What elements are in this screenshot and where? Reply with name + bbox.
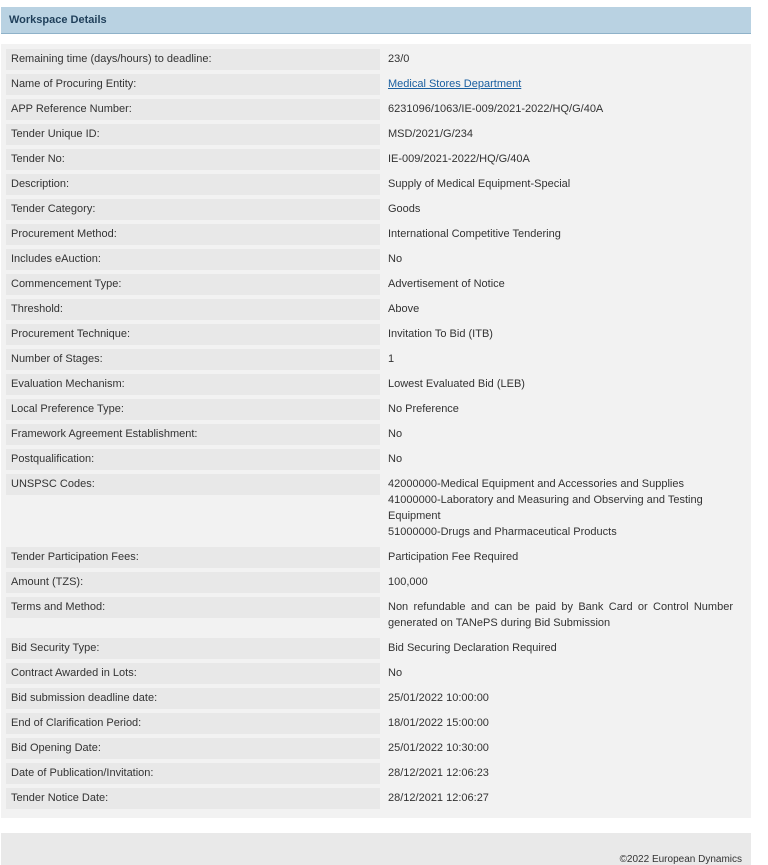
row-value: 18/01/2022 15:00:00 <box>388 717 489 729</box>
row-label: Description: <box>6 174 380 195</box>
row-label: Tender Unique ID: <box>6 124 380 145</box>
unspsc-code: 42000000-Medical Equipment and Accessories and Supplies <box>388 478 684 490</box>
row-label: Terms and Method: <box>6 597 380 618</box>
row-value <box>388 74 733 92</box>
row-label: Date of Publication/Invitation: <box>6 763 380 784</box>
row-label: Commencement Type: <box>6 274 380 295</box>
row-label: Local Preference Type: <box>6 399 380 420</box>
row-label: Procurement Technique: <box>6 324 380 345</box>
row-label: Tender Notice Date: <box>6 788 380 809</box>
unspsc-code: 41000000-Laboratory and Measuring and Observing and Testing Equipment <box>388 494 703 522</box>
row-value: International Competitive Tendering <box>388 228 561 240</box>
row-value: Participation Fee Required <box>388 551 519 563</box>
row-value: No <box>388 453 403 465</box>
row-value: No <box>388 428 403 440</box>
row-value: Supply of Medical Equipment-Special <box>388 178 571 190</box>
row-value: Invitation To Bid (ITB) <box>388 328 493 340</box>
row-label: UNSPSC Codes: <box>6 474 380 495</box>
details-table <box>1 44 751 818</box>
row-value: 25/01/2022 10:00:00 <box>388 692 489 704</box>
row-label: APP Reference Number: <box>6 99 380 120</box>
row-value: No <box>388 253 403 265</box>
window-edge <box>754 0 768 865</box>
row-value: No <box>388 667 403 679</box>
row-value: 1 <box>388 353 395 365</box>
row-value: Above <box>388 303 420 315</box>
page-footer <box>1 833 751 865</box>
row-value: Bid Securing Declaration Required <box>388 642 557 654</box>
row-value: No Preference <box>388 403 459 415</box>
row-value: 23/0 <box>388 53 410 65</box>
row-value: 28/12/2021 12:06:23 <box>388 767 489 779</box>
row-label: Tender Category: <box>6 199 380 220</box>
row-label: Threshold: <box>6 299 380 320</box>
row-value: 6231096/1063/IE-009/2021-2022/HQ/G/40A <box>388 103 604 115</box>
panel-header <box>1 7 751 34</box>
row-value: 25/01/2022 10:30:00 <box>388 742 489 754</box>
row-value: Lowest Evaluated Bid (LEB) <box>388 378 525 390</box>
row-label: Postqualification: <box>6 449 380 470</box>
row-label: Procurement Method: <box>6 224 380 245</box>
row-label: Tender No: <box>6 149 380 170</box>
row-value: 28/12/2021 12:06:27 <box>388 792 489 804</box>
row-value: Advertisement of Notice <box>388 278 505 290</box>
row-value: Goods <box>388 203 421 215</box>
row-label: Amount (TZS): <box>6 572 380 593</box>
panel-title: Workspace Details <box>9 14 107 26</box>
row-label: Evaluation Mechanism: <box>6 374 380 395</box>
row-label: Tender Participation Fees: <box>6 547 380 568</box>
row-label: End of Clarification Period: <box>6 713 380 734</box>
unspsc-code: 51000000-Drugs and Pharmaceutical Products <box>388 526 617 538</box>
row-label: Bid submission deadline date: <box>6 688 380 709</box>
row-value: Non refundable and can be paid by Bank Card or Control Number generated on TANePS during Bid Submission <box>388 601 733 629</box>
row-value: IE-009/2021-2022/HQ/G/40A <box>388 153 530 165</box>
row-label: Name of Procuring Entity: <box>6 74 380 95</box>
copyright-text: ©2022 European Dynamics <box>619 854 742 865</box>
unspsc-code-list <box>388 474 733 540</box>
row-label: Contract Awarded in Lots: <box>6 663 380 684</box>
row-value: MSD/2021/G/234 <box>388 128 473 140</box>
row-label: Number of Stages: <box>6 349 380 370</box>
row-label: Includes eAuction: <box>6 249 380 270</box>
procuring-entity-link[interactable]: Medical Stores Department <box>388 78 522 90</box>
row-label: Bid Security Type: <box>6 638 380 659</box>
row-value: 100,000 <box>388 576 428 588</box>
row-label: Remaining time (days/hours) to deadline: <box>6 49 380 70</box>
row-label: Framework Agreement Establishment: <box>6 424 380 445</box>
row-label: Bid Opening Date: <box>6 738 380 759</box>
